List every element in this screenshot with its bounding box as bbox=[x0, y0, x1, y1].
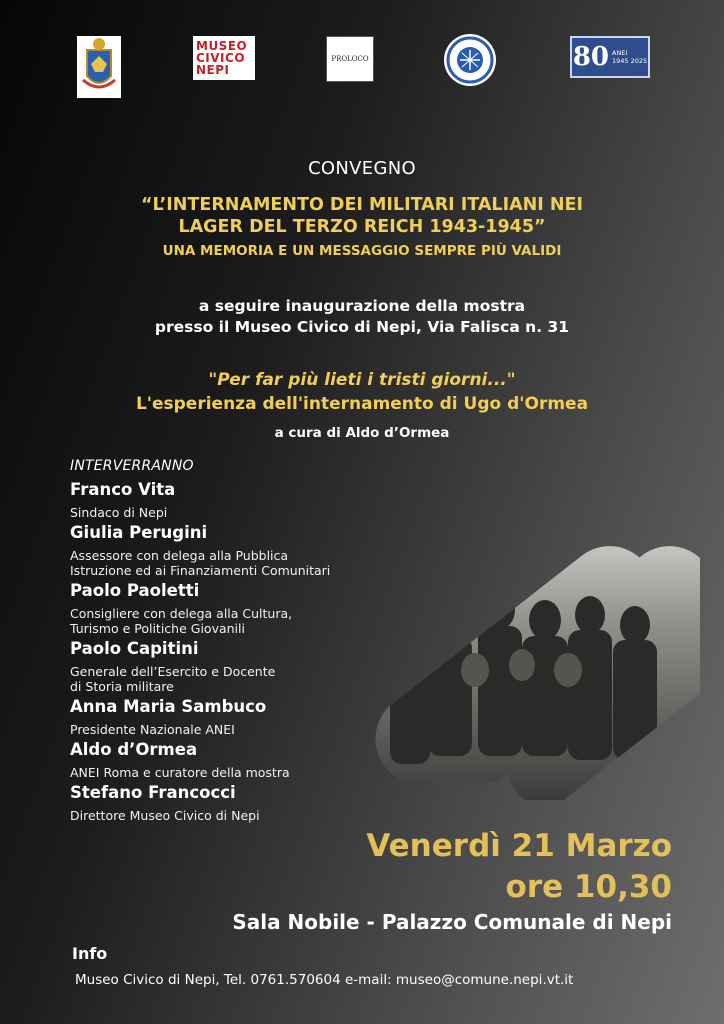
speaker-role: Sindaco di Nepi bbox=[70, 505, 168, 520]
speaker-item bbox=[70, 581, 410, 636]
anei-80-anniversary-logo bbox=[570, 36, 650, 78]
proloco-logo bbox=[326, 36, 374, 82]
anniversary-years: 1945 2025 bbox=[612, 57, 648, 65]
speaker-role: ANEI Roma e curatore della mostra bbox=[70, 765, 290, 780]
speaker-role: Direttore Museo Civico di Nepi bbox=[70, 808, 260, 823]
museo-logo-line2: CIVICO bbox=[196, 51, 246, 65]
speaker-item bbox=[70, 697, 410, 737]
info-contact: Museo Civico di Nepi, Tel. 0761.570604 e-mail: museo@comune.nepi.vt.it bbox=[75, 972, 574, 988]
title-line-1: “L’INTERNAMENTO DEI MILITARI ITALIANI NEI bbox=[141, 195, 583, 215]
speaker-role: Presidente Nazionale ANEI bbox=[70, 722, 235, 737]
anei-seal-icon bbox=[444, 34, 496, 86]
info-heading: Info bbox=[72, 944, 108, 963]
speaker-name: Giulia Perugini bbox=[70, 523, 208, 542]
speaker-item bbox=[70, 523, 410, 578]
conference-title bbox=[0, 194, 724, 238]
speaker-name: Anna Maria Sambuco bbox=[70, 697, 267, 716]
exhibition-subtitle: L'esperienza dell'internamento di Ugo d'Ormea bbox=[135, 394, 589, 414]
inauguration-line-2: presso il Museo Civico di Nepi, Via Falisca n. 31 bbox=[154, 318, 570, 336]
speaker-item bbox=[70, 740, 410, 780]
speaker-name: Franco Vita bbox=[70, 480, 176, 499]
speaker-role: Generale dell’Esercito e Docente di Storia militare bbox=[70, 664, 276, 694]
exhibition-title bbox=[0, 368, 724, 416]
speaker-item bbox=[70, 480, 410, 520]
speaker-item bbox=[70, 783, 410, 823]
event-datetime bbox=[366, 826, 672, 908]
speaker-item bbox=[70, 639, 410, 694]
anniversary-label: ANEI bbox=[612, 49, 628, 57]
speakers-list bbox=[70, 458, 410, 826]
speaker-role: Assessore con delega alla Pubblica Istruzione ed ai Finanziamenti Comunitari bbox=[70, 548, 331, 578]
speaker-role: Consigliere con delega alla Cultura, Turismo e Politiche Giovanili bbox=[70, 606, 293, 636]
exhibition-quote: "Per far più lieti i tristi giorni..." bbox=[208, 370, 516, 390]
convegno-heading: CONVEGNO bbox=[308, 158, 416, 179]
museo-logo-line3: NEPI bbox=[196, 63, 230, 77]
museo-logo-line1: MUSEO bbox=[196, 39, 248, 53]
event-venue: Sala Nobile - Palazzo Comunale di Nepi bbox=[232, 910, 672, 934]
speakers-intro: INTERVERRANNO bbox=[70, 458, 194, 474]
inauguration-line-1: a seguire inaugurazione della mostra bbox=[198, 297, 526, 315]
speaker-name: Stefano Francocci bbox=[70, 783, 236, 802]
speaker-name: Paolo Paoletti bbox=[70, 581, 200, 600]
logo-bar bbox=[0, 34, 724, 100]
speaker-name: Paolo Capitini bbox=[70, 639, 199, 658]
museo-civico-logo bbox=[193, 36, 255, 80]
comune-crest-icon bbox=[75, 34, 123, 100]
proloco-logo-text: PROLOCO bbox=[331, 55, 369, 63]
anniversary-number: 80 bbox=[572, 42, 610, 72]
speaker-name: Aldo d’Ormea bbox=[70, 740, 198, 759]
conference-subtitle: UNA MEMORIA E UN MESSAGGIO SEMPRE PIÙ VALIDI bbox=[162, 243, 562, 259]
event-date: Venerdì 21 Marzo bbox=[366, 828, 672, 864]
inauguration-text bbox=[0, 296, 724, 338]
title-line-2: LAGER DEL TERZO REICH 1943-1945” bbox=[178, 217, 546, 237]
event-time: ore 10,30 bbox=[505, 869, 672, 905]
exhibition-curator: a cura di Aldo d’Ormea bbox=[274, 425, 450, 441]
